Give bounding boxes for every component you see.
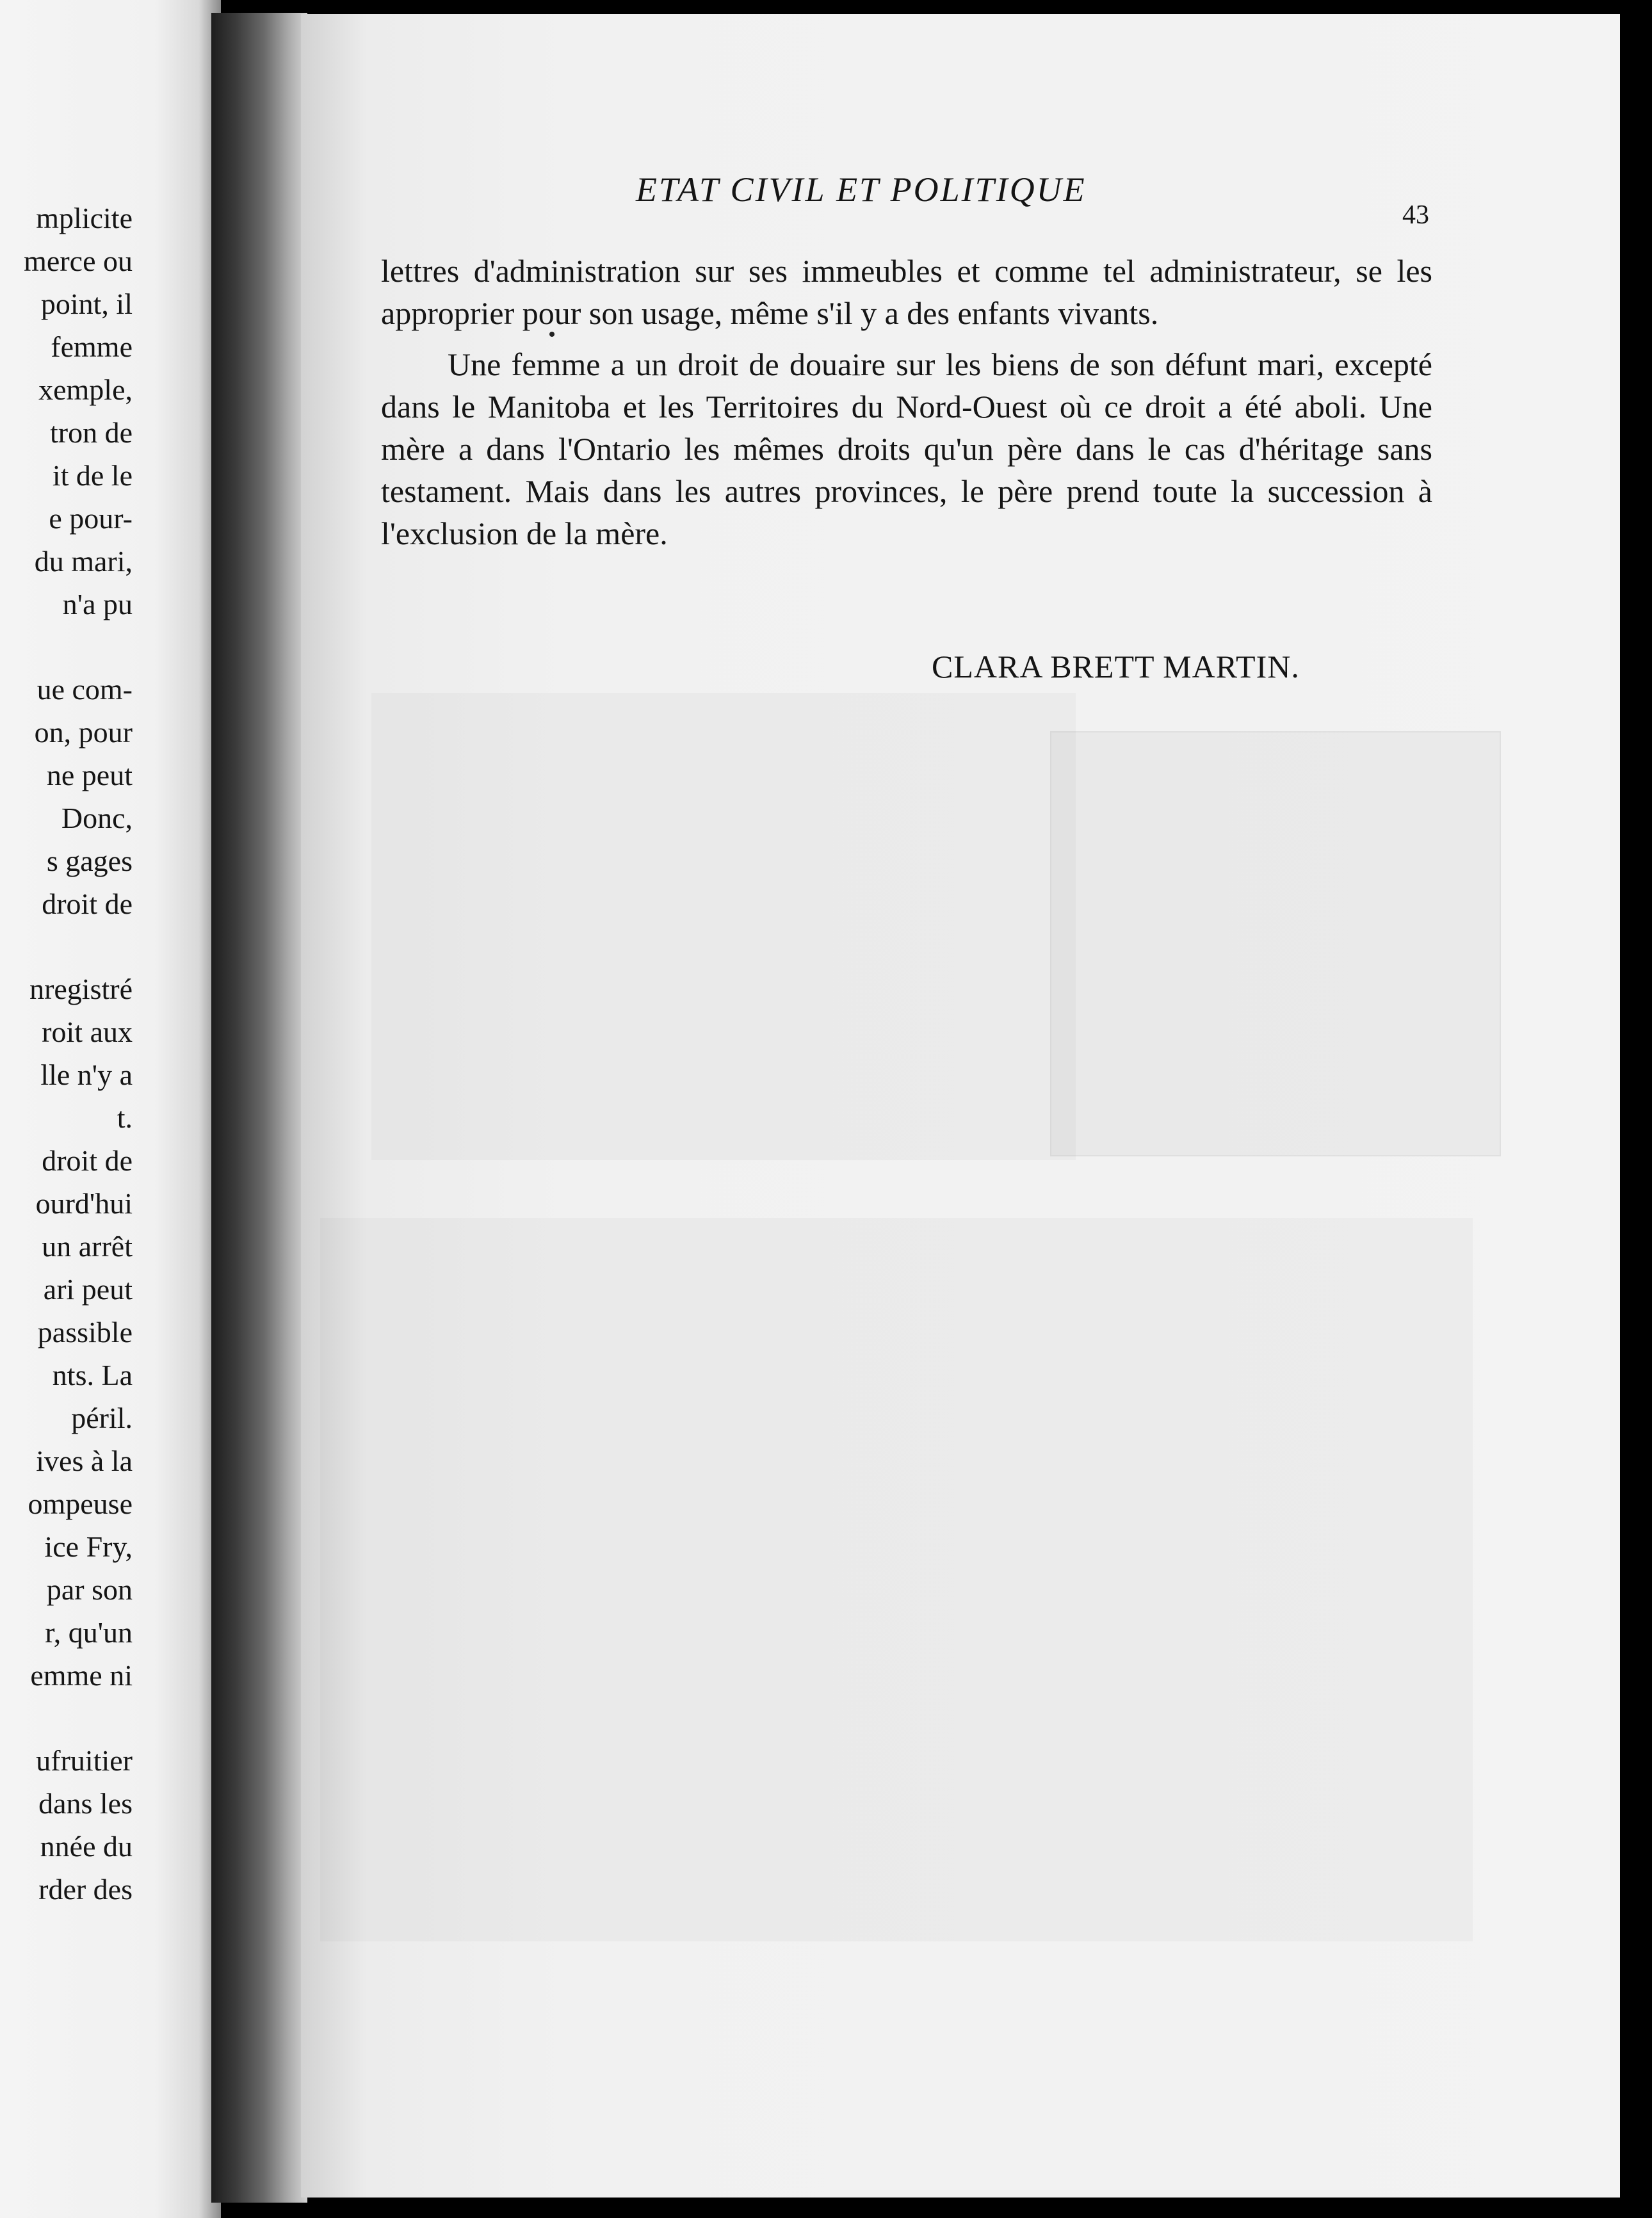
left-page-line: emme ni	[30, 1659, 133, 1692]
left-page-line: s gages	[46, 845, 133, 877]
left-page-line: xemple,	[38, 373, 133, 406]
left-page-line: du mari,	[34, 545, 133, 578]
left-page-line: péril.	[71, 1402, 133, 1434]
left-page-line: merce ou	[24, 245, 133, 277]
left-page-line: passible	[37, 1316, 133, 1348]
left-page-line: rder des	[38, 1873, 133, 1906]
left-page-line: roit aux	[42, 1016, 133, 1048]
paragraph-dower: Une femme a un droit de douaire sur les biens de son défunt mari, excepté dans le Manitoba et les Territoires du Nord-Ouest où ce droit a été aboli. Une mère a dans l'Ontario les mêmes droits qu'un père dans le cas d'héritage sans testament. Mais dans les autres provinces, le père prend toute la succession à l'exclusion de la mère.	[381, 346, 1432, 551]
left-page-line: ives à la	[36, 1445, 133, 1477]
left-page-line: mplicite	[36, 202, 133, 234]
show-through-text-block	[371, 693, 1076, 1160]
left-page-line: ourd'hui	[35, 1187, 133, 1220]
left-page-line: nts. La	[52, 1359, 133, 1391]
left-page-line: lle n'y a	[40, 1058, 133, 1091]
left-page-line: e pour-	[49, 502, 133, 535]
left-page-line: it de le	[52, 459, 133, 492]
running-head: ETAT CIVIL ET POLITIQUE	[636, 170, 1087, 209]
left-page-line: ne peut	[46, 759, 133, 791]
right-page	[301, 14, 1620, 2198]
left-page-line: ari peut	[43, 1273, 133, 1306]
left-page-line: par son	[46, 1573, 133, 1606]
left-page-line: tron de	[49, 416, 133, 449]
left-page-line: ufruitier	[36, 1744, 133, 1777]
left-page-line: ice Fry,	[44, 1530, 133, 1563]
left-page-line: r, qu'un	[45, 1616, 133, 1649]
show-through-illustration	[1050, 731, 1501, 1156]
left-page-line: ompeuse	[28, 1487, 133, 1520]
left-page-line: ue com-	[36, 673, 133, 706]
author-signature: CLARA BRETT MARTIN.	[932, 649, 1300, 684]
left-page-line: dans les	[38, 1787, 133, 1820]
left-page-line: point, il	[40, 287, 133, 320]
left-page-line: un arrêt	[42, 1230, 133, 1263]
left-page-line: nnée du	[40, 1830, 133, 1863]
left-page-line: droit de	[42, 1144, 133, 1177]
left-page-line: droit de	[42, 887, 133, 920]
left-facing-page	[0, 0, 221, 2218]
page-number: 43	[1402, 200, 1429, 230]
book-gutter	[211, 13, 307, 2203]
left-page-line: on, pour	[34, 716, 133, 749]
left-page-line: femme	[51, 330, 133, 363]
ink-speck	[549, 332, 555, 337]
body-text	[381, 250, 1432, 554]
paragraph-continued: lettres d'administration sur ses immeubles et comme tel administrateur, se les approprier pour son usage, même s'il y a des enfants vivants.	[381, 253, 1432, 331]
left-page-line: t.	[117, 1101, 133, 1134]
left-page-line: n'a pu	[62, 588, 133, 620]
left-page-line: Donc,	[61, 802, 133, 834]
left-page-line: nregistré	[29, 973, 133, 1005]
show-through-text-block	[320, 1218, 1473, 1941]
